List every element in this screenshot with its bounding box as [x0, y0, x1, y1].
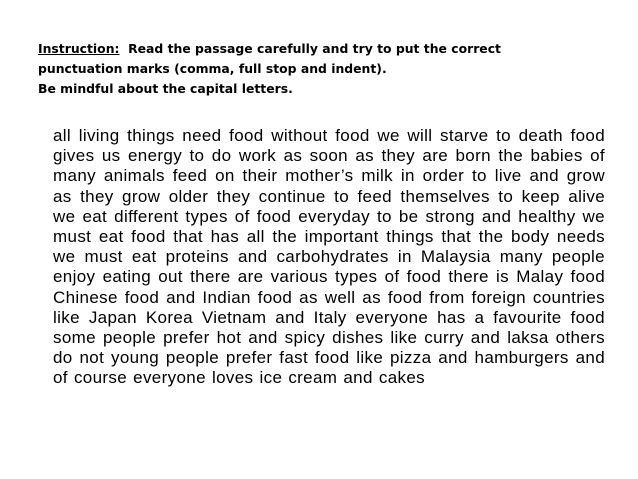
instruction-line-2: punctuation marks (comma, full stop and indent). [38, 61, 387, 76]
instruction-line-3: Be mindful about the capital letters. [38, 81, 293, 96]
instruction-text-1: Read the passage carefully and try to put the correct [128, 41, 501, 56]
instruction-block [38, 39, 618, 99]
instruction-label: Instruction: [38, 41, 120, 56]
passage-text: all living things need food without food we will starve to death food gives us energy to do work as soon as they are born the babies of many animals feed on their mother’s milk in order to live and grow as they grow older they continue to feed themselves to keep alive we eat different types of food everyday to be strong and healthy we must eat food that has all the important things that the body needs we must eat proteins and carbohydrates in Malaysia many people enjoy eating out there are various types of food there is Malay food Chinese food and Indian food as well as food from foreign countries like Japan Korea Vietnam and Italy everyone has a favourite food some people prefer hot and spicy dishes like curry and laksa others do not young people prefer fast food like pizza and hamburgers and of course everyone loves ice cream and cakes [53, 126, 605, 388]
instruction-line-1 [38, 39, 618, 59]
